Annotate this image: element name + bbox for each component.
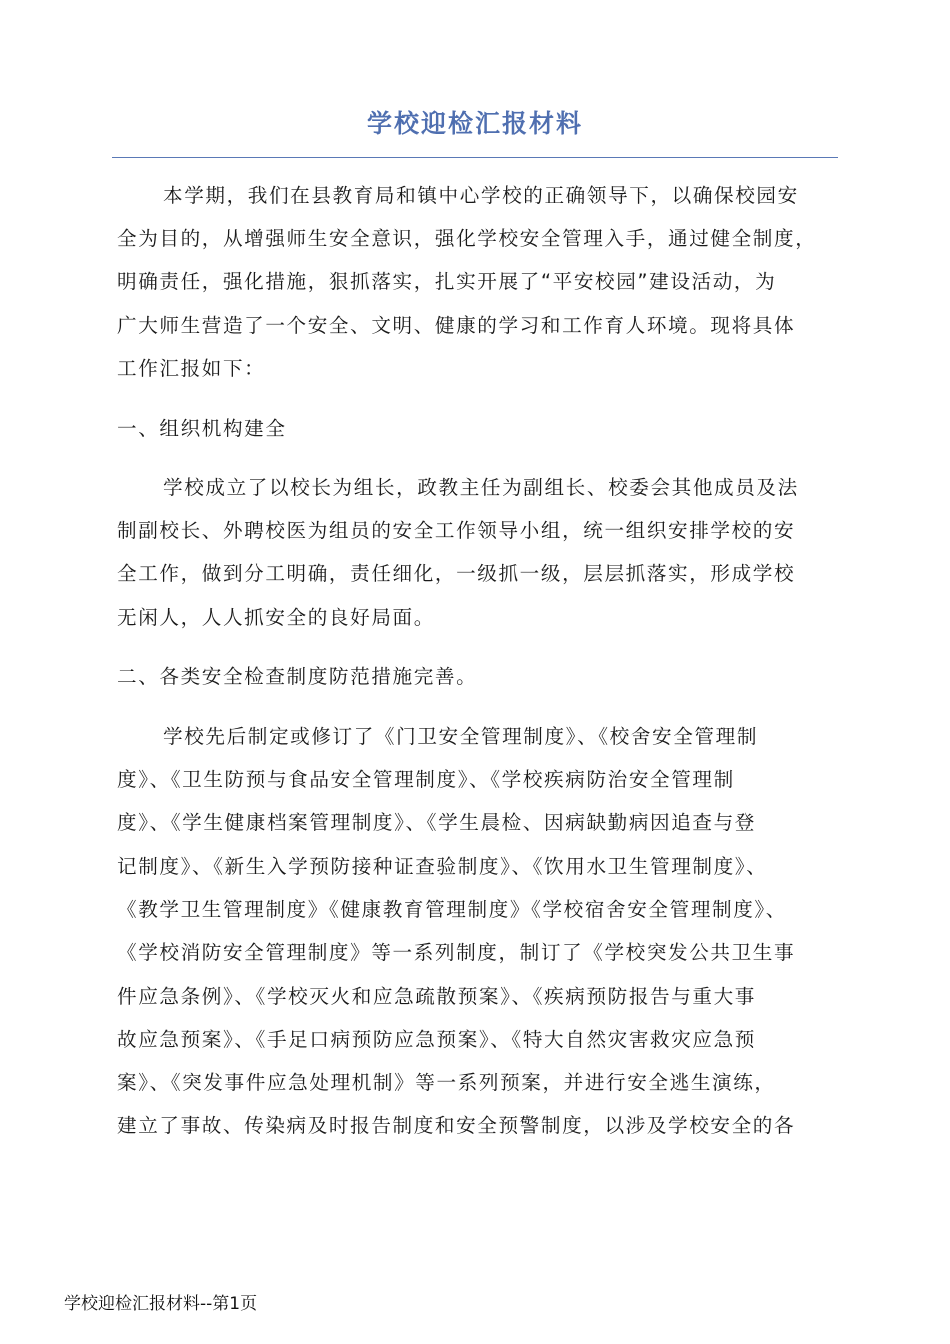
paragraph-3-line-2: 度》、《卫生防预与食品安全管理制度》、《学校疾病防治安全管理制 <box>117 768 735 791</box>
paragraph-3-line-5: 《教学卫生管理制度》《健康教育管理制度》《学校宿舍安全管理制度》、 <box>117 898 787 921</box>
paragraph-2-line-4: 无闲人，人人抓安全的良好局面。 <box>117 606 435 629</box>
paragraph-1-line-4: 广大师生营造了一个安全、文明、健康的学习和工作育人环境。现将具体 <box>117 314 796 337</box>
section-heading-2: 二、各类安全检查制度防范措施完善。 <box>117 665 478 688</box>
paragraph-1-line-3: 明确责任，强化措施，狠抓落实，扎实开展了“平安校园”建设活动，为 <box>117 270 777 293</box>
document-title: 学校迎检汇报材料 <box>366 109 583 138</box>
paragraph-2-line-2: 制副校长、外聘校医为组员的安全工作领导小组，统一组织安排学校的安 <box>117 519 796 542</box>
paragraph-2-line-1: 学校成立了以校长为组长，政教主任为副组长、校委会其他成员及法 <box>163 476 799 499</box>
paragraph-1-line-1: 本学期，我们在县教育局和镇中心学校的正确领导下，以确保校园安 <box>163 184 799 207</box>
paragraph-3-line-3: 度》、《学生健康档案管理制度》、《学生晨检、因病缺勤病因追查与登 <box>117 811 756 834</box>
paragraph-3-line-4: 记制度》、《新生入学预防接种证查验制度》、《饮用水卫生管理制度》、 <box>117 855 768 878</box>
title-divider <box>112 157 838 158</box>
paragraph-3-line-8: 故应急预案》、《手足口病预防应急预案》、《特大自然灾害救灾应急预 <box>117 1028 756 1051</box>
paragraph-1-line-2: 全为目的，从增强师生安全意识，强化学校安全管理入手，通过健全制度， <box>117 227 817 250</box>
paragraph-3-line-10: 建立了事故、传染病及时报告制度和安全预警制度，以涉及学校安全的各 <box>117 1114 796 1137</box>
paragraph-3-line-1: 学校先后制定或修订了《门卫安全管理制度》、《校舍安全管理制 <box>163 725 759 748</box>
paragraph-3-line-9: 案》、《突发事件应急处理机制》等一系列预案，并进行安全逃生演练， <box>117 1071 776 1094</box>
paragraph-3-line-6: 《学校消防安全管理制度》等一系列制度，制订了《学校突发公共卫生事 <box>117 941 796 964</box>
paragraph-2-line-3: 全工作，做到分工明确，责任细化，一级抓一级，层层抓落实，形成学校 <box>117 562 796 585</box>
paragraph-1-line-5: 工作汇报如下： <box>117 357 266 380</box>
paragraph-3-line-7: 件应急条例》、《学校灭火和应急疏散预案》、《疾病预防报告与重大事 <box>117 985 756 1008</box>
section-heading-1: 一、组织机构建全 <box>117 417 287 440</box>
page-footer: 学校迎检汇报材料--第1页 <box>64 1294 258 1314</box>
